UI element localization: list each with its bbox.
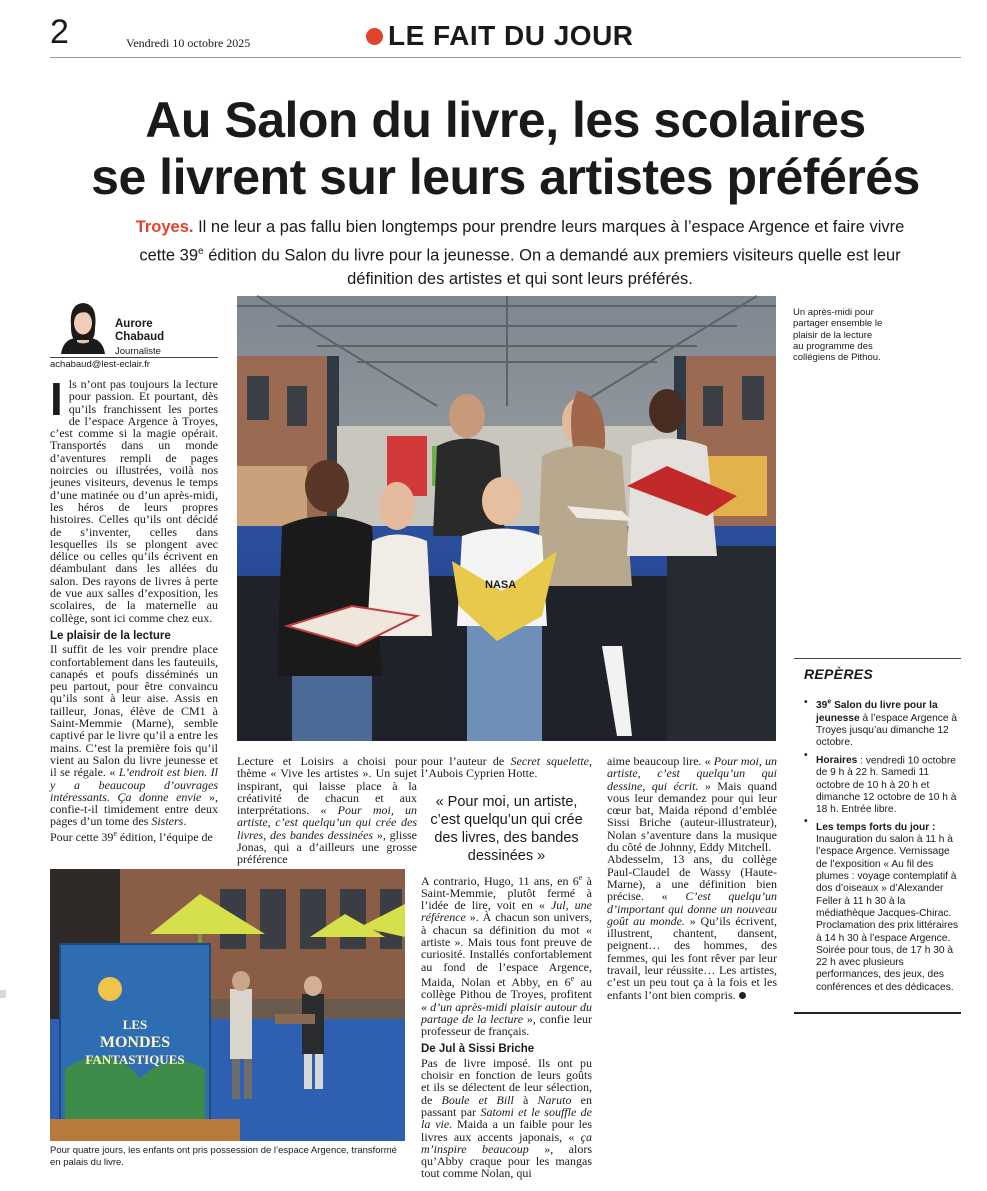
quote-inline: Pour moi, un artiste, c’est quelqu’un qui crée des livres, des bandes dessinées — [237, 803, 417, 842]
reperes-text: à l’espace Argence à Troyes jusqu’au dimanche 12 octobre. — [816, 712, 958, 749]
reperes-top-rule — [794, 658, 961, 659]
article-paragraph — [50, 373, 218, 625]
sup: e — [570, 973, 575, 983]
header-rule — [50, 57, 961, 58]
paragraph-text: à Saint-Memmie, plutôt fermé à l’idée de lire, voit en « — [421, 873, 593, 913]
lead-text-a: Il ne leur a pas fallu bien longtemps pour prendre leurs marques à l’espace Argence et faire vivre cette 39 — [139, 218, 905, 264]
book-title: Secret squelette — [510, 754, 589, 768]
paragraph-text: Abdesselm, 13 ans, du collège Paul-Claudel de Wassy (Haute-Marne), a une définition bien précise. « — [607, 852, 777, 904]
reperes-lead — [816, 755, 857, 766]
paragraph-text: aime beaucoup lire. « — [607, 754, 714, 768]
subheading: Le plaisir de la lecture — [50, 629, 171, 642]
book-title: Satomi et le souffle de la vie — [421, 1104, 592, 1132]
reperes-lead-text: 39 — [816, 700, 828, 712]
article-column-1 — [50, 373, 219, 850]
reperes-bottom-rule — [794, 1012, 961, 1014]
second-photo-caption: Pour quatre jours, les enfants ont pris possession de l’espace Argence, transformé en palais du livre. — [50, 1145, 397, 1168]
reperes-lead-text: Horaires — [816, 754, 858, 766]
paragraph-text: A contrario, Hugo, 11 ans, en 6 — [421, 873, 579, 888]
main-photo-caption: Un après-midi pour partager ensemble le plaisir de la lecture au programme des collégiens de Pithou. — [793, 307, 883, 364]
quote-inline: L’endroit est bien. Il y a beaucoup d’ouvrages intéressants. Ça donne envie — [50, 765, 219, 804]
sup: e — [113, 828, 117, 838]
reperes-item — [804, 816, 959, 994]
article-paragraph — [607, 755, 777, 853]
main-photo — [237, 296, 776, 741]
page-number: 2 — [50, 13, 69, 51]
paragraph-text: », alors qu’Abby craque pour les mangas tout comme Nolan, qui — [421, 1141, 593, 1181]
margin-mark — [0, 990, 6, 998]
quote-inline: d’un après-midi plaisir autour du partage de la lecture — [421, 999, 593, 1026]
book-title: Sisters — [151, 814, 184, 829]
author-avatar — [55, 298, 111, 354]
paragraph-text: » Qu’ils écrivent, illustrent, chantent, dansent, peignent… des hommes, des femmes, qui les font rêver par leur travail, leur réussite… Les artistes, c’est un peu tout ça à la fois et les enfants l’ont bien compris. — [607, 913, 777, 1002]
end-mark-icon — [739, 992, 746, 999]
paragraph-text: , l’Aubois Cyprien Hotte. — [421, 754, 592, 781]
reperes-title: REPÈRES — [804, 666, 874, 682]
article-paragraph — [421, 1057, 592, 1180]
paragraph-text: » Mais quand vous leur demandez pour qui leur cœur bat, Maida répond d’emblée Sissi Briche (auteur-illustrateur), Nolan s’aventure dans la musique du côté de Johnny, Eddy Mitchell. — [607, 778, 778, 855]
article-paragraph — [607, 853, 777, 1001]
book-title: Naruto — [537, 1092, 572, 1107]
reperes-text: Inauguration du salon à 11 h à l’espace Argence. Vernissage de l’exposition « Au fil des plumes : voyage contemplatif à dos d’oiseaux » d’Alexander Feller à 11 h 30 à la médiathèque Jacques-Chirac. Proclamation des prix littéraires à 14 h 30 à l’espace Argence. Soirée pour tous, de 17 h 30 à 22 h avec plusieurs performances, des jeux, des conférences et des dédicaces. — [816, 834, 959, 993]
sup: e — [578, 872, 583, 882]
paragraph-text: pour l’auteur de — [421, 754, 511, 768]
article-paragraph — [421, 755, 592, 780]
article-paragraph — [421, 872, 592, 1038]
headline-line-2: se livrent sur leurs artistes préférés — [91, 149, 920, 205]
issue-date: Vendredi 10 octobre 2025 — [126, 36, 251, 50]
quote-inline: ça m’inspire beaucoup — [421, 1129, 592, 1156]
headline — [40, 92, 971, 206]
reperes-lead-text: Les temps forts du jour : — [816, 821, 936, 833]
article-column-4 — [607, 755, 777, 1023]
drop-cap: I — [50, 373, 63, 425]
paragraph-text: », glisse Jonas, qui a d’ailleurs une grosse préférence — [237, 827, 417, 867]
reperes-list — [804, 697, 959, 994]
lead-sup: e — [198, 245, 204, 257]
dateline-place: Troyes. — [135, 218, 194, 236]
lead-paragraph — [120, 216, 920, 291]
author-role: Journaliste — [115, 346, 161, 357]
book-cover-title-3: FANTASTIQUES — [85, 1052, 185, 1067]
author-last-name: Chabaud — [115, 330, 165, 343]
paragraph-text: en passant par — [421, 1092, 593, 1119]
paragraph-text: ls n’ont pas toujours la lecture pour passion. Et pourtant, dès qu’ils franchissent les portes de l’espace Argence à Troyes, c’est comme si la magie opérait. Transportés dans un monde d’aventures rempli de pages noircies ou illustrées, voilà nos jeunes visiteurs, devenus le temps d’une matinée ou d’un après-midi, les héros de leurs propres histoires. Celles qu’ils ont décidé de s’inventer, celles dans lesquelles ils se plongent avec délice ou celles qu’ils écrivent en déambulant dans les allées du salon. Des rayons de livres à perte de vue aux salles d’exposition, les scolaires, de la maternelle au collège, sont ici comme chez eux. — [50, 377, 218, 625]
author-rule — [50, 357, 218, 358]
paragraph-text: Pas de livre imposé. Ils ont pu choisir en fonction de leurs goûts et ils se délectent de leur sélection, de — [421, 1055, 592, 1107]
sup: e — [827, 699, 832, 706]
second-photo — [50, 869, 405, 1141]
quote-inline: Jul, une référence — [421, 898, 592, 925]
reperes-item — [804, 697, 959, 750]
paragraph-text: Il suffit de les voir prendre place confortablement dans les fauteuils, canapés et poufs disséminés un peu partout, pour être convaincu qu’ils sont à leur aise. Assis en tailleur, Jonas, élève de CM1 à Saint-Memmie (Marne), semble captivé par le livre qu’il a entre les mains. C’est la première fois qu’il vient au Salon du livre jeunesse et il se régale. « — [50, 642, 218, 780]
paragraph-text: à — [513, 1092, 538, 1107]
shirt-text: NASA — [485, 579, 517, 591]
paragraph-text: . Maida a un faible pour les livres aux accents japonais, « — [421, 1117, 592, 1144]
book-cover-title-1: LES — [122, 1017, 148, 1032]
reperes-lead — [816, 822, 935, 833]
subheading: De Jul à Sissi Briche — [421, 1043, 535, 1056]
author-name — [115, 318, 164, 343]
pull-quote: « Pour moi, un artiste, c’est quelqu’un qui crée des livres, des bandes dessinées » — [430, 794, 583, 864]
article-column-2 — [237, 754, 417, 867]
quote-inline: Pour moi, un artiste, c’est quelqu’un qui dessine, qui écrit. — [607, 754, 777, 793]
paragraph-text: édition, l’équipe de — [116, 829, 213, 844]
reperes-text: : vendredi 10 octobre de 9 h à 22 h. Samedi 11 octobre de 10 h à 20 h et dimanche 12 octobre de 10 h à 18 h. Entrée libre. — [816, 754, 957, 816]
headline-line-1: Au Salon du livre, les scolaires — [145, 92, 866, 148]
lead-text-b: édition du Salon du livre pour la jeunesse. On a demandé aux premiers visiteurs quelle est leur définition des artistes et qui sont leurs préférés. — [203, 246, 901, 288]
rubric-dot-icon — [366, 28, 383, 45]
paragraph-text: . — [183, 814, 187, 829]
quote-inline: C’est quelqu’un d’important qui donne un nouveau goût au monde. — [607, 889, 777, 928]
reperes-item — [804, 750, 959, 817]
book-cover-title-2: MONDES — [99, 1034, 171, 1051]
paragraph-text: Pour cette 39 — [50, 829, 114, 844]
article-paragraph — [50, 828, 218, 843]
paragraph-text: », confie-t-il timidement entre deux pages d’un tome des — [50, 789, 219, 829]
reperes-lead-text: Salon du livre pour la jeunesse — [816, 700, 938, 724]
paragraph-text: au collège Pithou de Troyes, profitent « — [421, 974, 592, 1014]
article-paragraph — [237, 755, 417, 866]
article-paragraph — [50, 643, 218, 827]
author-first-name: Aurore — [115, 318, 153, 330]
section-rubric — [366, 20, 634, 52]
book-title: Boule et Bill — [441, 1092, 514, 1107]
paragraph-text: », confie leur professeur de français. — [421, 1011, 592, 1039]
author-email[interactable]: achabaud@lest-eclair.fr — [50, 359, 150, 370]
rubric-label: LE FAIT DU JOUR — [388, 20, 634, 51]
paragraph-text: ». À chacun son univers, à chacun sa définition du mot « artiste ». Mais tous font preuve de curiosité. Installés confortablement au fond de l’espace Argence, Maida, Nolan et Abby, en 6 — [421, 910, 592, 989]
paragraph-text: Lecture et Loisirs a choisi pour thème « Vive les artistes ». Un sujet inspirant, qui laisse place à la créativité de chacun et aux interprétations. « — [237, 754, 417, 818]
